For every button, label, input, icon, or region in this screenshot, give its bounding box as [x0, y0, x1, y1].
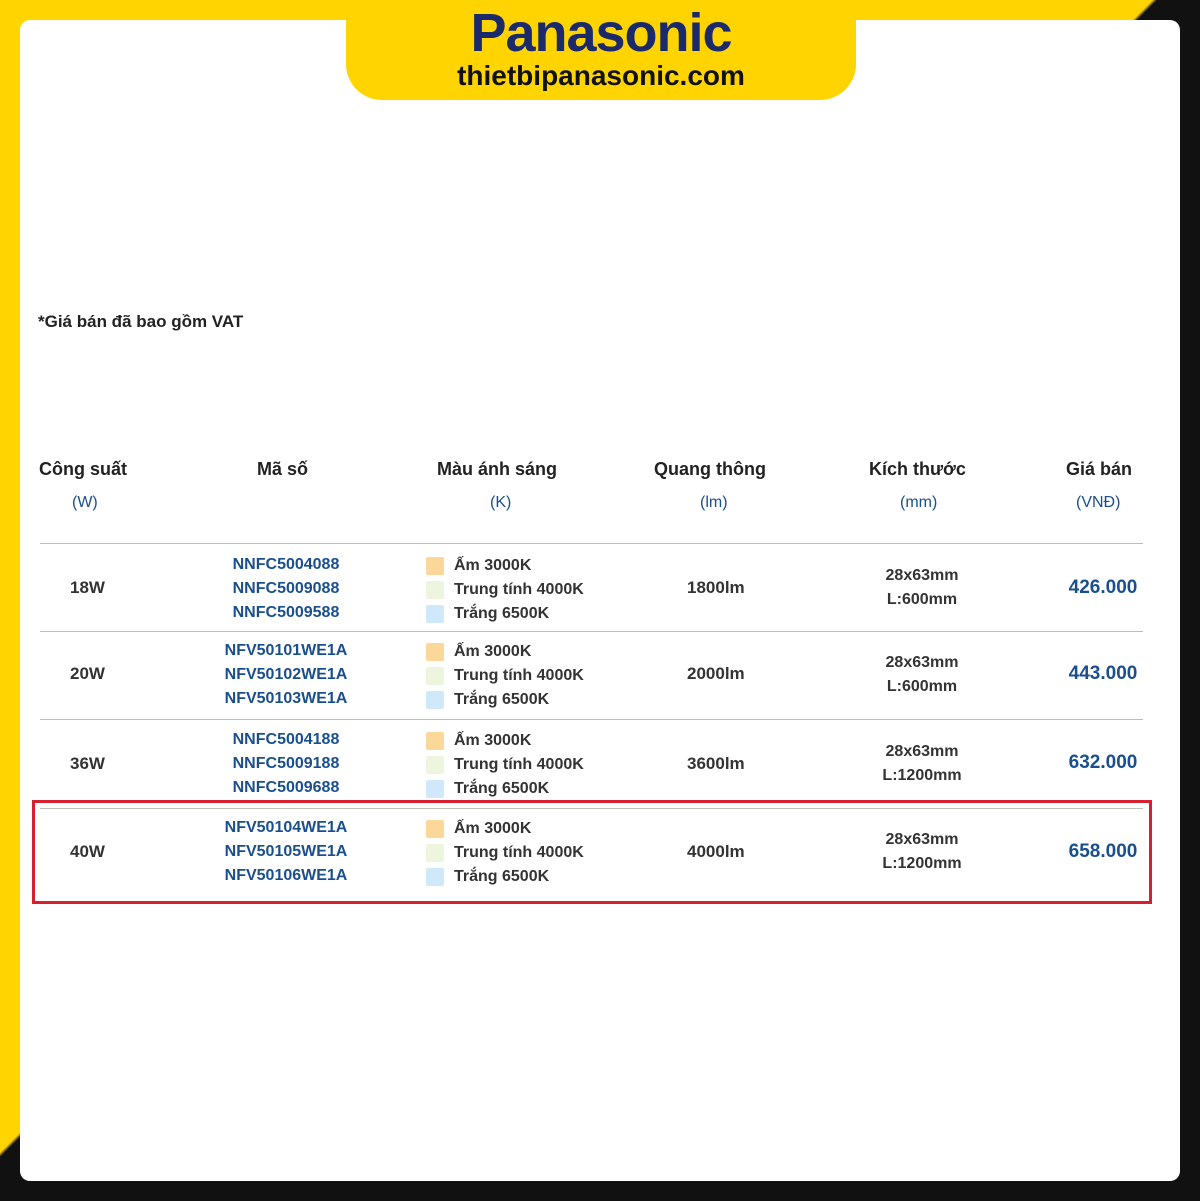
product-code: NNFC5009188 — [232, 755, 340, 772]
size-cell: 28x63mm L:600mm — [885, 654, 959, 695]
light-color-item: Ấm 3000K — [426, 729, 584, 753]
size-cell: 28x63mm L:1200mm — [882, 743, 962, 784]
product-code: NNFC5004188 — [232, 731, 340, 748]
light-color-item: Ấm 3000K — [426, 554, 584, 578]
lumen-cell: 1800lm — [687, 578, 745, 597]
header-light-color: Màu ánh sáng — [437, 459, 558, 479]
size-cell: 28x63mm L:600mm — [885, 567, 959, 608]
light-color-item: Ấm 3000K — [426, 817, 584, 841]
power-cell: 40W — [70, 842, 105, 861]
code-list — [201, 553, 371, 625]
product-code: NNFC5004088 — [232, 556, 340, 573]
neutral-swatch — [426, 581, 444, 599]
price-cell: 426.000 — [1068, 577, 1138, 598]
lumen-cell: 2000lm — [687, 664, 745, 683]
header-code: Mã số — [257, 459, 309, 479]
price-cell: 443.000 — [1068, 663, 1138, 684]
row-divider — [40, 719, 1143, 720]
light-color-list — [426, 729, 584, 801]
product-code: NFV50106WE1A — [224, 867, 348, 884]
price-cell: 658.000 — [1068, 841, 1138, 862]
light-color-item: Trắng 6500K — [426, 602, 584, 626]
light-color-item: Trắng 6500K — [426, 777, 584, 801]
power-cell: 18W — [70, 578, 105, 597]
light-color-item: Trắng 6500K — [426, 865, 584, 889]
brand-logo: Panasonic — [470, 3, 732, 63]
header-price: Giá bán — [1066, 459, 1133, 479]
header-lumen-unit: (lm) — [700, 494, 728, 511]
light-color-item: Trung tính 4000K — [426, 753, 584, 777]
white-swatch — [426, 691, 444, 709]
neutral-swatch — [426, 756, 444, 774]
light-color-item: Trung tính 4000K — [426, 578, 584, 602]
light-color-item: Trung tính 4000K — [426, 841, 584, 865]
product-code: NFV50105WE1A — [224, 843, 348, 860]
row-divider — [40, 631, 1143, 632]
header-price-unit: (VNĐ) — [1076, 494, 1121, 511]
product-code: NNFC5009688 — [232, 779, 340, 796]
brand-website: thietbipanasonic.com — [457, 60, 745, 91]
light-color-item: Trắng 6500K — [426, 688, 584, 712]
content-card — [20, 20, 1180, 1181]
product-code: NFV50102WE1A — [224, 666, 348, 683]
code-list — [201, 639, 371, 711]
light-color-list — [426, 554, 584, 626]
header-power-unit: (W) — [72, 494, 98, 511]
header-divider — [40, 543, 1143, 544]
warm-swatch — [426, 557, 444, 575]
warm-swatch — [426, 643, 444, 661]
vat-note: *Giá bán đã bao gồm VAT — [38, 312, 244, 331]
size-cell: 28x63mm L:1200mm — [882, 831, 962, 872]
light-color-list — [426, 640, 584, 712]
price-cell: 632.000 — [1068, 752, 1138, 773]
header-size-unit: (mm) — [900, 494, 938, 511]
power-cell: 36W — [70, 754, 105, 773]
neutral-swatch — [426, 667, 444, 685]
header-power: Công suất — [39, 459, 127, 479]
header-light-color-unit: (K) — [490, 494, 512, 511]
product-code: NFV50101WE1A — [224, 642, 348, 659]
header-lumen: Quang thông — [654, 459, 766, 479]
code-list — [201, 728, 371, 800]
product-code: NNFC5009088 — [232, 580, 340, 597]
brand-header — [346, 0, 856, 100]
highlight-box — [32, 800, 1152, 904]
header-size: Kích thước — [869, 459, 966, 479]
product-code: NNFC5009588 — [232, 604, 340, 621]
white-swatch — [426, 605, 444, 623]
white-swatch — [426, 780, 444, 798]
power-cell: 20W — [70, 664, 105, 683]
light-color-item: Ấm 3000K — [426, 640, 584, 664]
warm-swatch — [426, 732, 444, 750]
lumen-cell: 3600lm — [687, 754, 745, 773]
product-code: NFV50104WE1A — [224, 819, 348, 836]
lumen-cell: 4000lm — [687, 842, 745, 861]
product-code: NFV50103WE1A — [224, 690, 348, 707]
light-color-item: Trung tính 4000K — [426, 664, 584, 688]
